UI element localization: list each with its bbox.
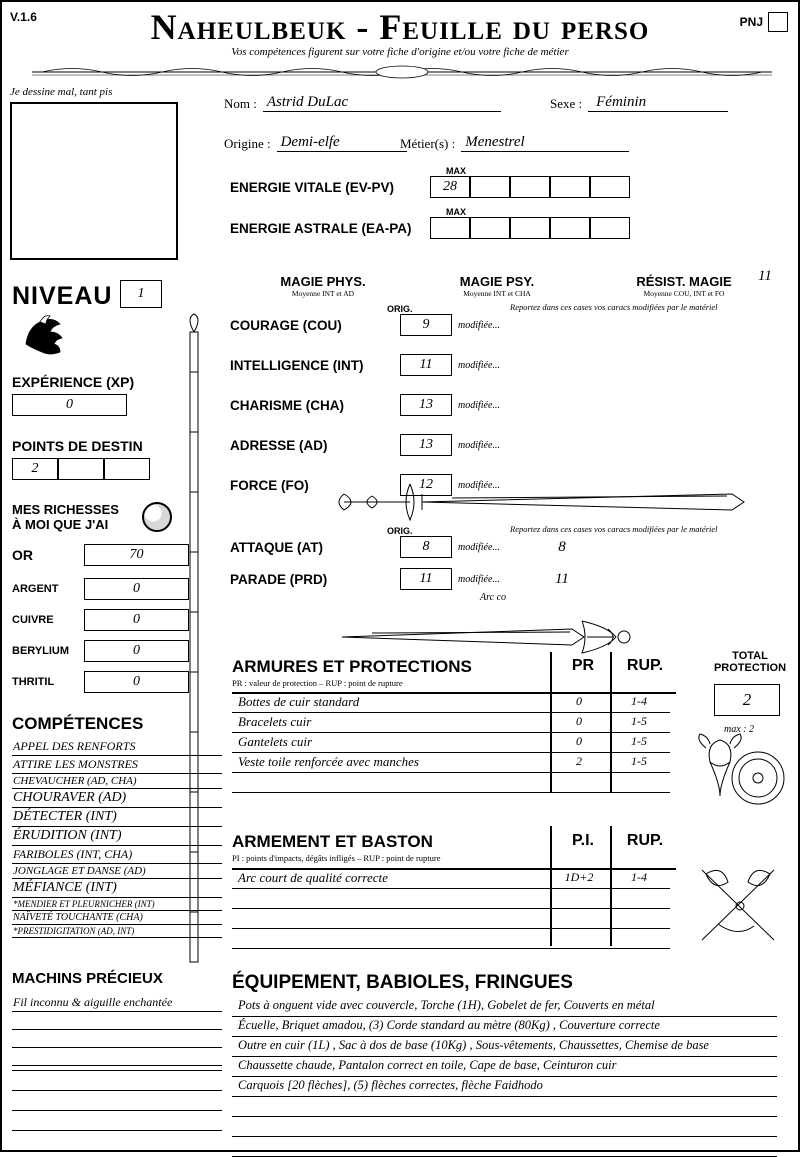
weapons-col-rup: RUP. bbox=[626, 832, 664, 849]
combat-label-prd: PARADE (PRD) bbox=[230, 571, 328, 587]
wealth-row-argent bbox=[12, 578, 189, 600]
portrait-caption: Je dessine mal, tant pis bbox=[10, 86, 113, 98]
resist-magie-group bbox=[614, 274, 754, 298]
armor-rup-5[interactable] bbox=[608, 774, 670, 793]
job-field[interactable] bbox=[400, 134, 629, 152]
list-item[interactable]: ÉRUDITION (INT) bbox=[12, 827, 222, 846]
blank-line-2[interactable] bbox=[12, 1088, 222, 1091]
weapon-pi-1[interactable]: 1D+2 bbox=[550, 870, 608, 889]
wealth-label-or: OR bbox=[12, 547, 33, 563]
carac-orig-ad[interactable]: 13 bbox=[400, 434, 452, 456]
weapon-rup-2[interactable] bbox=[608, 890, 670, 909]
ev-max-label: MAX bbox=[446, 166, 466, 176]
combat-mod-at[interactable]: 8 bbox=[558, 538, 566, 555]
job-value: Menestrel bbox=[461, 134, 561, 152]
list-item[interactable]: CHEVAUCHER (AD, CHA) bbox=[12, 774, 222, 789]
blank-line-1[interactable] bbox=[12, 1068, 222, 1071]
wealth-label-cuivre: CUIVRE bbox=[12, 614, 54, 626]
origin-field[interactable] bbox=[224, 134, 407, 152]
armor-subtitle: PR : valeur de protection – RUP : point de rupture bbox=[232, 678, 403, 688]
weapon-name-4[interactable] bbox=[232, 930, 550, 949]
version-label: V.1.6 bbox=[10, 10, 37, 24]
armor-rup-3[interactable]: 1-5 bbox=[608, 734, 670, 753]
wealth-value-argent[interactable]: 0 bbox=[84, 578, 189, 600]
list-item[interactable]: ATTIRE LES MONSTRES bbox=[12, 756, 222, 774]
armor-pr-2[interactable]: 0 bbox=[550, 714, 608, 733]
combat-mod-label-at: modifiée... bbox=[458, 541, 500, 553]
list-item[interactable]: DÉTECTER (INT) bbox=[12, 808, 222, 827]
carac-report-note: Reportez dans ces cases vos caracs modifiées par le matériel bbox=[510, 302, 718, 312]
weapons-illustration-icon bbox=[688, 864, 796, 948]
wealth-row-berylium bbox=[12, 640, 189, 662]
carac-orig-cou[interactable]: 9 bbox=[400, 314, 452, 336]
niveau-value[interactable]: 1 bbox=[120, 280, 162, 308]
combat-mod-prd[interactable]: 11 bbox=[555, 570, 569, 587]
weapon-rup-4[interactable] bbox=[608, 930, 670, 949]
weapon-pi-3[interactable] bbox=[550, 910, 608, 929]
wealth-title bbox=[12, 502, 119, 532]
armor-rup-4[interactable]: 1-5 bbox=[608, 754, 670, 773]
combat-label-at: ATTAQUE (AT) bbox=[230, 539, 323, 555]
destiny-boxes[interactable] bbox=[12, 458, 150, 480]
carac-row-cou bbox=[230, 314, 602, 336]
armor-name-2[interactable]: Bracelets cuir bbox=[232, 714, 550, 733]
blank-line-3[interactable] bbox=[12, 1108, 222, 1111]
weapon-name-1[interactable]: Arc court de qualité correcte bbox=[232, 870, 550, 889]
wealth-title-line1: MES RICHESSES bbox=[12, 502, 119, 517]
ev-box-3[interactable] bbox=[550, 176, 590, 198]
table-row[interactable] bbox=[232, 910, 670, 929]
equipment-title: ÉQUIPEMENT, BABIOLES, FRINGUES bbox=[232, 972, 573, 993]
armor-col-pr: PR bbox=[571, 657, 595, 674]
carac-orig-fo[interactable]: 12 bbox=[400, 474, 452, 496]
ev-box-2[interactable] bbox=[510, 176, 550, 198]
precious-things-list bbox=[12, 994, 222, 1066]
ornament-divider bbox=[32, 64, 768, 80]
resist-magie-sub: Moyenne COU, INT et FO bbox=[643, 289, 725, 298]
equipment-line-4[interactable]: Chaussette chaude, Pantalon correct en toile, Cape de base, Ceinturon cuir bbox=[232, 1058, 777, 1077]
destiny-label: POINTS DE DESTIN bbox=[12, 438, 143, 454]
weapons-title: ARMEMENT ET BASTON bbox=[232, 832, 433, 851]
page-subtitle: Vos compétences figurent sur votre fiche d'origine et/ou votre fiche de métier bbox=[231, 46, 569, 58]
helmet-shield-illustration-icon bbox=[688, 732, 796, 812]
carac-mod-label-fo: modifiée... bbox=[458, 479, 500, 491]
pnj-label: PNJ bbox=[739, 15, 763, 29]
equipment-line-2[interactable]: Écuelle, Briquet amadou, (3) Corde standard au mètre (80Kg) , Couverture correcte bbox=[232, 1018, 777, 1037]
wealth-label-thritil: THRITIL bbox=[12, 676, 55, 688]
weapon-pi-4[interactable] bbox=[550, 930, 608, 949]
equipment-line-8[interactable] bbox=[232, 1138, 777, 1157]
equipment-line-7[interactable] bbox=[232, 1118, 777, 1137]
armor-col-rup: RUP. bbox=[626, 657, 664, 674]
energie-astrale-cells[interactable] bbox=[430, 217, 630, 239]
sex-value: Féminin bbox=[588, 94, 728, 112]
ea-box-3[interactable] bbox=[550, 217, 590, 239]
carac-mod-label-cha: modifiée... bbox=[458, 399, 500, 411]
armor-name-4[interactable]: Veste toile renforcée avec manches bbox=[232, 754, 550, 773]
wealth-row-or bbox=[12, 544, 189, 566]
magie-psy-label: MAGIE PSY. bbox=[459, 274, 535, 289]
weapon-name-2[interactable] bbox=[232, 890, 550, 909]
weapon-rup-3[interactable] bbox=[608, 910, 670, 929]
list-item[interactable]: Fil inconnu & aiguille enchantée bbox=[12, 994, 222, 1012]
job-line-extra bbox=[561, 151, 629, 152]
total-protection-max-note: max : 2 bbox=[724, 724, 754, 735]
list-item[interactable]: MÉFIANCE (INT) bbox=[12, 879, 222, 898]
niveau-label: NIVEAU bbox=[12, 282, 113, 310]
carac-row-int bbox=[230, 354, 602, 376]
name-value: Astrid DuLac bbox=[263, 94, 423, 112]
table-row[interactable] bbox=[232, 734, 670, 753]
list-item[interactable] bbox=[12, 1012, 222, 1030]
list-item[interactable]: *MENDIER ET PLEURNICHER (INT) bbox=[12, 898, 222, 911]
combat-report-note: Reportez dans ces cases vos caracs modifiées par le matériel bbox=[510, 524, 718, 534]
carac-label-fo: FORCE (FO) bbox=[230, 477, 309, 493]
combat-orig-prd[interactable]: 11 bbox=[400, 568, 452, 590]
destiny-box-1[interactable]: 2 bbox=[12, 458, 58, 480]
carac-mod-label-ad: modifiée... bbox=[458, 439, 500, 451]
magie-phys-group bbox=[258, 274, 388, 298]
resist-magie-label: RÉSIST. MAGIE bbox=[636, 274, 732, 289]
equipment-line-5[interactable]: Carquois [20 flèches], (5) flèches correctes, flèche Faidhodo bbox=[232, 1078, 777, 1097]
energie-astrale-row bbox=[230, 217, 630, 239]
pnj-checkbox[interactable] bbox=[768, 12, 788, 32]
total-protection-value[interactable]: 2 bbox=[714, 684, 780, 716]
weapon-name-3[interactable] bbox=[232, 910, 550, 929]
wealth-label-berylium: BERYLIUM bbox=[12, 645, 70, 657]
armor-pr-3[interactable]: 0 bbox=[550, 734, 608, 753]
armor-name-3[interactable]: Gantelets cuir bbox=[232, 734, 550, 753]
coin-icon bbox=[142, 502, 172, 532]
ea-box-1[interactable] bbox=[470, 217, 510, 239]
wealth-value-thritil[interactable]: 0 bbox=[84, 671, 189, 693]
carac-row-cha bbox=[230, 394, 602, 416]
list-item[interactable]: NAÏVETÉ TOUCHANTE (CHA) bbox=[12, 911, 222, 925]
blank-line-4[interactable] bbox=[12, 1128, 222, 1131]
armor-title: ARMURES ET PROTECTIONS bbox=[232, 657, 472, 676]
carac-row-ad bbox=[230, 434, 602, 456]
carac-label-cou: COURAGE (COU) bbox=[230, 317, 342, 333]
table-row[interactable] bbox=[232, 754, 670, 773]
armor-pr-5[interactable] bbox=[550, 774, 608, 793]
carac-mod-label-int: modifiée... bbox=[458, 359, 500, 371]
pnj-field bbox=[740, 12, 788, 32]
table-row[interactable] bbox=[232, 890, 670, 909]
staff-illustration-icon bbox=[185, 312, 203, 972]
page-title: Naheulbeuk - Feuille du perso bbox=[150, 7, 650, 47]
ev-max-box[interactable]: 28 bbox=[430, 176, 470, 198]
list-item[interactable] bbox=[12, 1048, 222, 1066]
wealth-title-line2: À MOI QUE J'AI bbox=[12, 517, 109, 532]
wealth-label-argent: ARGENT bbox=[12, 583, 59, 595]
wealth-value-berylium[interactable]: 0 bbox=[84, 640, 189, 662]
list-item[interactable] bbox=[12, 1030, 222, 1048]
total-protection-group bbox=[702, 650, 798, 674]
table-row[interactable] bbox=[232, 714, 670, 733]
weapons-subtitle: PI : points d'impacts, dégâts infligés – RUP : point de rupture bbox=[232, 853, 441, 863]
carac-orig-label: ORIG. bbox=[387, 304, 413, 314]
carac-orig-int[interactable]: 11 bbox=[400, 354, 452, 376]
combat-row-at bbox=[230, 536, 602, 558]
combat-orig-at[interactable]: 8 bbox=[400, 536, 452, 558]
ev-box-4[interactable] bbox=[590, 176, 630, 198]
destiny-box-2[interactable] bbox=[58, 458, 104, 480]
wealth-row-cuivre bbox=[12, 609, 189, 631]
table-row[interactable] bbox=[232, 870, 670, 889]
ornament-icon bbox=[32, 64, 772, 80]
list-item[interactable]: CHOURAVER (AD) bbox=[12, 789, 222, 808]
magie-phys-label: MAGIE PHYS. bbox=[280, 274, 366, 289]
resist-magie-value[interactable]: 11 bbox=[758, 268, 772, 284]
wealth-value-or[interactable]: 70 bbox=[84, 544, 189, 566]
sword-illustration-icon bbox=[332, 472, 752, 532]
carac-label-ad: ADRESSE (AD) bbox=[230, 437, 328, 453]
name-field[interactable] bbox=[224, 94, 501, 112]
table-row[interactable] bbox=[232, 930, 670, 949]
armor-rup-1[interactable]: 1-4 bbox=[608, 694, 670, 713]
armor-pr-1[interactable]: 0 bbox=[550, 694, 608, 713]
carac-orig-cha[interactable]: 13 bbox=[400, 394, 452, 416]
portrait-box[interactable] bbox=[10, 102, 178, 260]
ea-box-4[interactable] bbox=[590, 217, 630, 239]
sex-label: Sexe : bbox=[550, 96, 583, 111]
armor-name-5[interactable] bbox=[232, 774, 550, 793]
equipment-line-1[interactable]: Pots à onguent vide avec couvercle, Torche (1H), Gobelet de fer, Couverts en métal bbox=[232, 998, 777, 1017]
origin-label: Origine : bbox=[224, 136, 271, 151]
ea-max-box[interactable] bbox=[430, 217, 470, 239]
combat-mod-label-prd: modifiée... bbox=[458, 573, 500, 585]
ev-box-1[interactable] bbox=[470, 176, 510, 198]
equipment-line-3[interactable]: Outre en cuir (1L) , Sac à dos de base (10Kg) , Sous-vêtements, Chaussettes, Chemise de base bbox=[232, 1038, 777, 1057]
list-item[interactable]: JONGLAGE ET DANSE (AD) bbox=[12, 864, 222, 879]
carac-label-cha: CHARISME (CHA) bbox=[230, 397, 344, 413]
name-line-extra bbox=[423, 111, 501, 112]
energie-vitale-cells[interactable] bbox=[430, 176, 630, 198]
table-row[interactable] bbox=[232, 774, 670, 793]
precious-things-title: MACHINS PRÉCIEUX bbox=[12, 970, 163, 987]
armor-rup-2[interactable]: 1-5 bbox=[608, 714, 670, 733]
energie-astrale-label: ENERGIE ASTRALE (EA-PA) bbox=[230, 220, 412, 236]
wealth-row-thritil bbox=[12, 671, 189, 693]
total-protection-label-1: TOTAL bbox=[732, 650, 768, 662]
equipment-line-6[interactable] bbox=[232, 1098, 777, 1117]
weapon-pi-2[interactable] bbox=[550, 890, 608, 909]
xp-label: EXPÉRIENCE (XP) bbox=[12, 374, 135, 390]
combat-note: Arc co bbox=[480, 592, 507, 603]
combat-row-prd bbox=[230, 568, 602, 590]
ea-box-2[interactable] bbox=[510, 217, 550, 239]
energie-vitale-row bbox=[230, 176, 630, 198]
magie-psy-sub: Moyenne INT et CHA bbox=[463, 289, 531, 298]
list-item[interactable]: FARIBOLES (INT, CHA) bbox=[12, 846, 222, 864]
combat-orig-label: ORIG. bbox=[387, 526, 413, 536]
list-item[interactable]: *PRESTIDIGITATION (AD, INT) bbox=[12, 925, 222, 938]
skills-title: COMPÉTENCES bbox=[12, 714, 144, 733]
armor-name-1[interactable]: Bottes de cuir standard bbox=[232, 694, 550, 713]
xp-value[interactable]: 0 bbox=[12, 394, 127, 416]
destiny-box-3[interactable] bbox=[104, 458, 150, 480]
carac-label-int: INTELLIGENCE (INT) bbox=[230, 357, 364, 373]
weapons-col-pi: P.I. bbox=[572, 832, 594, 849]
origin-value: Demi-elfe bbox=[277, 134, 407, 152]
magie-psy-group bbox=[432, 274, 562, 298]
dragon-head-icon bbox=[20, 314, 64, 362]
magie-phys-sub: Moyenne INT et AD bbox=[291, 289, 355, 298]
table-row[interactable] bbox=[232, 694, 670, 713]
wealth-value-cuivre[interactable]: 0 bbox=[84, 609, 189, 631]
list-item[interactable]: APPEL DES RENFORTS bbox=[12, 738, 222, 756]
carac-mod-label-cou: modifiée... bbox=[458, 319, 500, 331]
sex-field[interactable] bbox=[550, 94, 728, 112]
name-label: Nom : bbox=[224, 96, 257, 111]
weapon-rup-1[interactable]: 1-4 bbox=[608, 870, 670, 889]
armor-pr-4[interactable]: 2 bbox=[550, 754, 608, 773]
total-protection-label-2: PROTECTION bbox=[713, 662, 787, 674]
ea-max-label: MAX bbox=[446, 207, 466, 217]
energie-vitale-label: ENERGIE VITALE (EV-PV) bbox=[230, 179, 395, 195]
job-label: Métier(s) : bbox=[400, 136, 456, 151]
